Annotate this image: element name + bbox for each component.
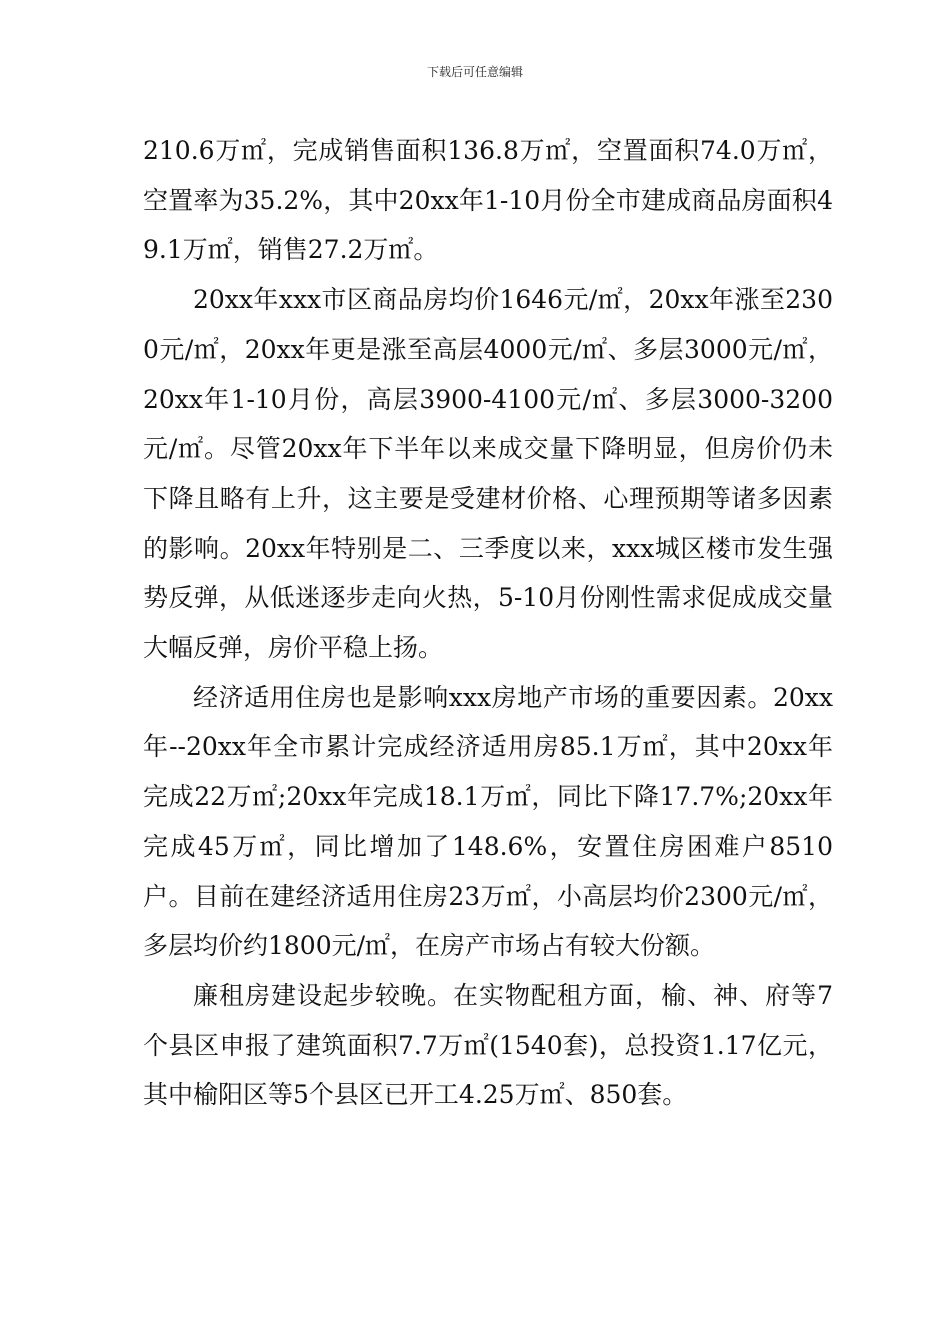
paragraph-affordable-housing: 经济适用住房也是影响xxx房地产市场的重要因素。20xx年--20xx年全市累计完成经济适用房85.1万㎡，其中20xx年完成22万㎡;20xx年完成18.1万㎡，同比下降17.7%;20xx年完成45万㎡，同比增加了148.6%，安置住房困难户8510户。目前在建经济适用住房23万㎡，小高层均价2300元/㎡，多层均价约1800元/㎡，在房产市场占有较大份额。 (143, 682, 833, 961)
paragraph-sales-area: 210.6万㎡，完成销售面积136.8万㎡，空置面积74.0万㎡，空置率为35.2%，其中20xx年1-10月份全市建成商品房面积49.1万㎡，销售27.2万㎡。 (143, 136, 833, 265)
paragraph-housing-prices: 20xx年xxx市区商品房均价1646元/㎡，20xx年涨至2300元/㎡，20xx年更是涨至高层4000元/㎡、多层3000元/㎡，20xx年1-10月份，高层3900-4100元/㎡、多层3000-3200元/㎡。尽管20xx年下半年以来成交量下降明显，但房价仍未下降且略有上升，这主要是受建材价格、心理预期等诸多因素的影响。20xx年特别是二、三季度以来，xxx城区楼市发生强势反弹，从低迷逐步走向火热，5-10月份刚性需求促成成交量大幅反弹，房价平稳上扬。 (143, 285, 833, 663)
paragraph-low-rent-housing: 廉租房建设起步较晚。在实物配租方面，榆、神、府等7个县区申报了建筑面积7.7万㎡(1540套)，总投资1.17亿元，其中榆阳区等5个县区已开工4.25万㎡、850套。 (143, 980, 833, 1110)
document-body (143, 126, 833, 1120)
page-header-note: 下载后可任意编辑 (426, 65, 523, 79)
